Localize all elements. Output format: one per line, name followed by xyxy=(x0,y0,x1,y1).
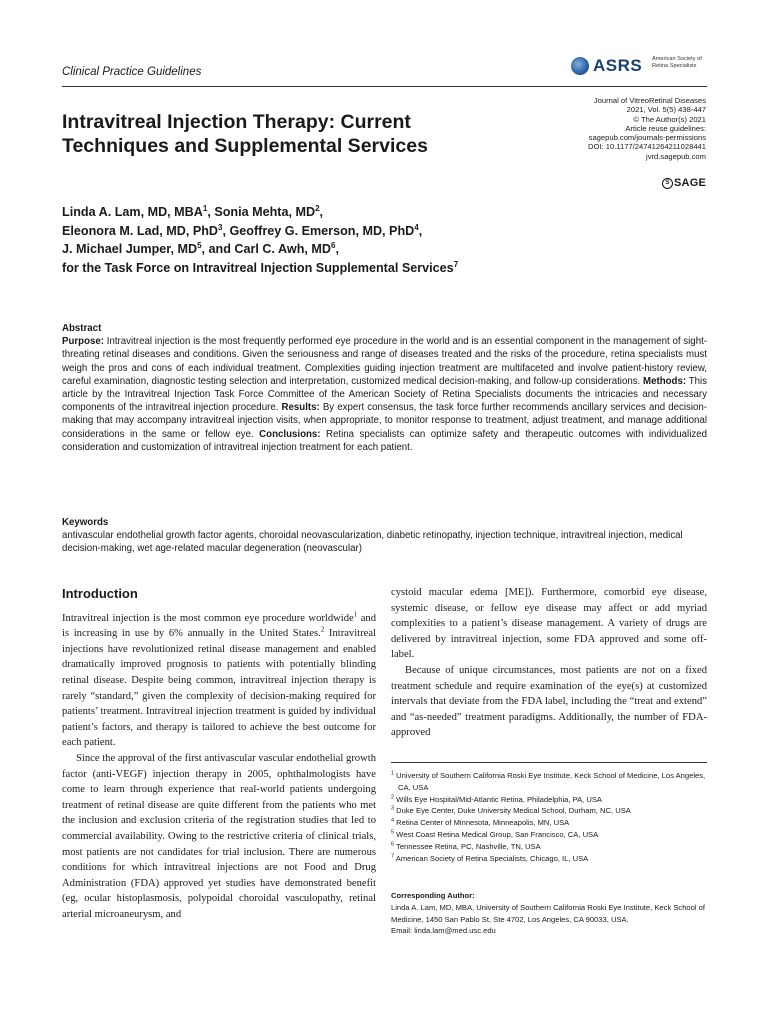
sage-word: SAGE xyxy=(674,177,706,189)
affiliation-item xyxy=(391,817,707,829)
text-run: Because of unique circumstances, most patients are not on a fixed treatment schedule and require examination of the eye(s) at customized intervals that deviate from the FDA label, including the “treat and extend” and “as-needed” treatment paradigms. Additionally, the number of FDA-approved xyxy=(391,664,707,739)
journal-info-line: DOI: 10.1177/24741264211028441 xyxy=(588,142,706,152)
text-run: , and Carl C. Awh, MD xyxy=(201,242,331,257)
superscript-ref: 3 xyxy=(218,222,223,232)
keywords-text: antivascular endothelial growth factor agents, choroidal neovascularization, diabetic retinopathy, injection technique, intravitreal injection, medical decision-making, wet age-related macular degeneration (neovascular) xyxy=(62,530,683,555)
corresponding-line: Email: linda.lam@med.usc.edu xyxy=(391,926,496,936)
author-list xyxy=(62,203,662,277)
affiliation-item xyxy=(391,829,707,841)
asrs-logo-subtext: American Society of Retina Specialists xyxy=(652,56,702,69)
text-run: , Sonia Mehta, MD xyxy=(207,205,316,219)
body-paragraph xyxy=(62,751,376,923)
abstract-label: Results: xyxy=(281,402,320,414)
text-run: Intravitreal injections have revolutionized retinal disease management and enabled dramatically improved prognosis to patients with potentially blinding retinal disease. Despite being common, intravitreal injection therapy is rarely “standard,” given the complexity of decision-making required for patients’ treatment. Intravitreal injection treatment is guided by individual patient’s factors, and therapy is tailored to achieve the best outcome for each patient. xyxy=(62,628,376,749)
corresponding-line: Linda A. Lam, MD, MBA, University of Southern California Roski Eye Institute, Keck School of Medicine, 1450 San Pablo St, Ste 4702, Los Angeles, CA 90033, USA. xyxy=(391,902,706,924)
affiliation-number: 1 xyxy=(391,770,395,777)
footnote-rule xyxy=(391,762,707,763)
section-label: Clinical Practice Guidelines xyxy=(62,66,202,78)
text-run: Eleonora M. Lad, MD, PhD xyxy=(62,223,219,238)
author-line xyxy=(62,240,662,259)
text-run: , Geoffrey G. Emerson, MD, PhD xyxy=(222,223,415,238)
superscript-ref: 1 xyxy=(202,203,208,213)
text-run: , xyxy=(319,205,324,219)
affiliation-number: 6 xyxy=(391,841,395,848)
text-run: Retina specialists can optimize safety and therapeutic outcomes with individualized consideration and customization of intravitreal injection treatment for each patient. xyxy=(62,428,707,453)
text-run: and is increasing in use by 6% annually in the United States. xyxy=(62,612,376,640)
superscript-ref: 6 xyxy=(330,241,336,250)
text-run: By expert consensus, the task force further recommends ancillary services and decision-making that may accompany intravitreal injection visits, when appropriate, to monitor response to treatment, adjust treatment, and manage additional considerations in the same or fellow eye. xyxy=(62,402,707,440)
affiliation-item xyxy=(391,770,707,794)
superscript-ref: 2 xyxy=(315,203,320,213)
body-paragraph xyxy=(391,663,707,741)
keywords xyxy=(62,516,707,556)
corresponding-lines xyxy=(391,902,707,937)
body-column-left xyxy=(62,586,376,922)
affiliations xyxy=(391,770,707,864)
header-rule xyxy=(62,86,707,87)
text-run: , xyxy=(335,242,339,257)
affiliation-number: 7 xyxy=(391,853,395,860)
corresponding-heading: Corresponding Author: xyxy=(391,891,475,900)
text-run: Intravitreal injection is the most common eye procedure worldwide xyxy=(62,612,354,624)
left-paragraphs xyxy=(62,611,376,923)
affiliation-item xyxy=(391,805,707,817)
asrs-logo-word: ASRS xyxy=(593,56,643,75)
abstract xyxy=(62,322,707,454)
author-line xyxy=(62,259,662,278)
corresponding-author xyxy=(391,890,707,937)
abstract-heading: Abstract xyxy=(62,323,102,334)
text-run: cystoid macular edema [ME]). Furthermore, comorbid eye disease, systemic disease, or fellow eye disease may affect or add myriad complexities to a patient’s disease management. A variety of drugs are delivered by intravitreal injection, some FDA approved and some off-label. xyxy=(391,587,707,661)
affiliation-text: Retina Center of Minnesota, Minneapolis, MN, USA xyxy=(394,818,570,828)
body-paragraph xyxy=(391,585,707,663)
text-run: for the Task Force on Intravitreal Injection Supplemental Services xyxy=(62,260,454,275)
body-column-right xyxy=(391,585,707,741)
journal-info xyxy=(516,96,706,161)
journal-info-line: © The Author(s) 2021 xyxy=(633,114,706,124)
superscript-ref: 2 xyxy=(320,625,325,634)
journal-info-line: jvrd.sagepub.com xyxy=(646,151,706,161)
text-run: This article by the Intravitreal Injection Task Force Committee of the American Society of Retina Specialists documents the intricacies and necessary components of the intravitreal injection procedure. xyxy=(62,375,707,414)
affiliation-text: Tennessee Retina, PC, Nashville, TN, USA xyxy=(394,841,541,851)
affiliation-item xyxy=(391,853,707,865)
text-run: , xyxy=(418,223,423,238)
body-paragraph xyxy=(62,611,376,751)
abstract-label: Methods: xyxy=(643,375,687,387)
abstract-label: Purpose: xyxy=(62,336,104,348)
text-run: Intravitreal injection is the most frequently performed eye procedure in the world and is an essential component in the management of sight-threating retinal diseases and conditions. Given the seriousness and range of diseases treated and the risks of the procedure, retina specialists must weigh the pros and cons of each individual treatment. Complexities guiding injection treatment are multifaceted and involve patient-history review, careful examination, diagnostic testing selection and interpretation, customized medical decision-making, and follow-up considerations. xyxy=(62,336,707,387)
affiliation-number: 5 xyxy=(391,829,395,836)
asrs-globe-icon xyxy=(571,57,589,75)
sage-logo xyxy=(662,177,706,189)
abstract-body xyxy=(62,335,707,454)
journal-info-line: sagepub.com/journals-permissions xyxy=(588,133,706,143)
author-line xyxy=(62,203,662,222)
journal-info-line: Article reuse guidelines: xyxy=(625,123,706,133)
article-title: Intravitreal Injection Therapy: Current Techniques and Supplemental Services xyxy=(62,111,428,157)
affiliation-text: Wills Eye Hospital/Mid-Atlantic Retina, Philadelphia, PA, USA xyxy=(394,794,602,804)
affiliation-text: West Coast Retina Medical Group, San Francisco, CA, USA xyxy=(394,829,599,839)
text-run: Linda A. Lam, MD, MBA xyxy=(62,205,203,219)
affiliation-number: 4 xyxy=(391,817,395,824)
affiliation-text: University of Southern California Roski Eye Institute, Keck School of Medicine, Los Angeles, CA, USA xyxy=(394,771,706,792)
affiliation-item xyxy=(391,794,707,806)
affiliation-number: 2 xyxy=(391,794,395,801)
journal-info-line: 2021, Vol. 5(5) 438-447 xyxy=(626,105,706,115)
abstract-label: Conclusions: xyxy=(259,428,321,440)
affiliation-text: Duke Eye Center, Duke University Medical School, Durham, NC, USA xyxy=(394,806,631,816)
asrs-logo xyxy=(571,54,711,78)
journal-info-line: Journal of VitreoRetinal Diseases xyxy=(593,96,706,105)
right-paragraphs xyxy=(391,585,707,741)
author-line xyxy=(62,222,662,241)
affiliation-text: American Society of Retina Specialists, Chicago, IL, USA xyxy=(394,853,589,863)
superscript-ref: 5 xyxy=(197,241,202,250)
text-run: Since the approval of the first antivascular vascular endothelial growth factor (anti-VEGF) injection therapy in 2005, ophthalmologists have come to learn through experience that real-world patients undergoing treatment of retinal disease are quite different from the patients who met the inclusion and exclusion criteria of the registration studies that led to commercial availability. Owing to the restrictive criteria of clinical trials, most patients are not candidates for trial inclusion. There are numerous conditions for which intravitreal injections are not Food and Drug Administration (FDA) approved yet studies have demonstrated benefit (eg, ocular histoplasmosis, polypoidal choroidal vasculopathy, retinal arterial microaneurysm, and xyxy=(62,752,376,920)
affiliation-item xyxy=(391,841,707,853)
superscript-ref: 7 xyxy=(453,259,459,269)
text-run: J. Michael Jumper, MD xyxy=(62,242,198,257)
affiliation-number: 3 xyxy=(391,805,395,812)
keywords-heading: Keywords xyxy=(62,517,109,528)
superscript-ref: 1 xyxy=(353,610,358,619)
superscript-ref: 4 xyxy=(414,222,419,232)
sage-mark-icon: S xyxy=(662,178,673,189)
section-heading-introduction: Introduction xyxy=(62,586,138,601)
